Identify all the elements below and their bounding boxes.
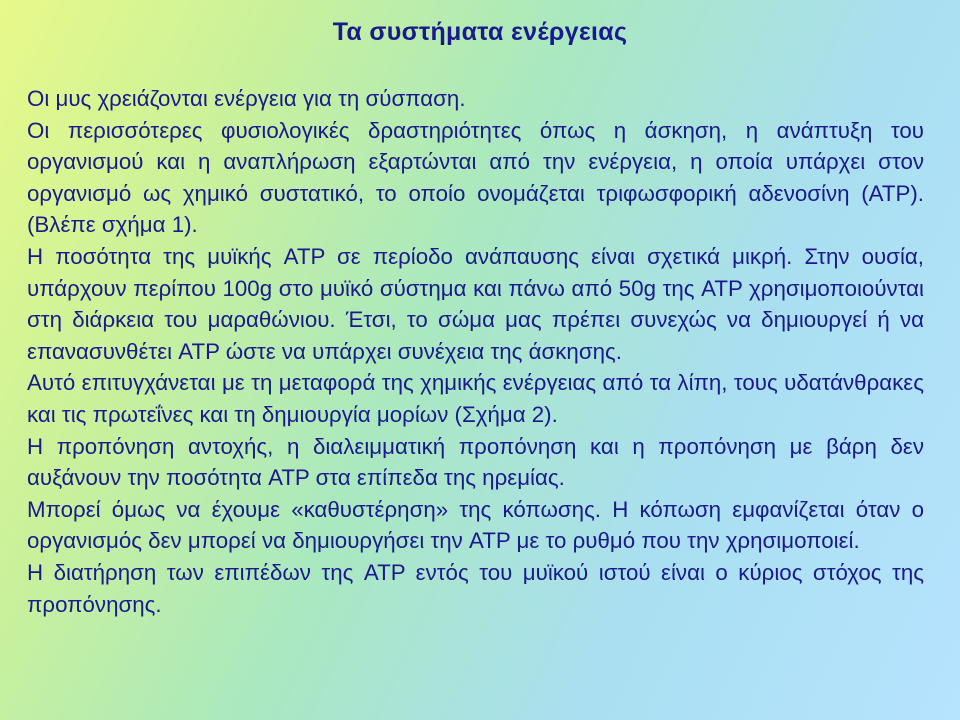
paragraph-muscle-energy: Οι μυς χρειάζονται ενέργεια για τη σύσπαση.: [27, 86, 466, 111]
paragraph-fatigue: Μπορεί όμως να έχουμε «καθυστέρηση» της κόπωσης. Η κόπωση εμφανίζεται όταν ο οργανισμός δεν μπορεί να δημιουργήσει την ATP με το ρυθμό που την χρησιμοποιεί.: [27, 496, 924, 554]
paragraph-training-goal: Η διατήρηση των επιπέδων της ATP εντός του μυϊκού ιστού είναι ο κύριος στόχος της προπόνησης.: [27, 559, 924, 617]
slide-title: Τα συστήματα ενέργειας: [332, 18, 628, 46]
paragraph-training-effect: Η προπόνηση αντοχής, η διαλειμματική προπόνηση και η προπόνηση με βάρη δεν αυξάνουν την ποσότητα ATP στα επίπεδα της ηρεμίας.: [27, 433, 924, 491]
paragraph-atp-definition: Οι περισσότερες φυσιολογικές δραστηριότητες όπως η άσκηση, η ανάπτυξη του οργανισμού και η αναπλήρωση εξαρτώνται από την ενέργεια, η οποία υπάρχει στον οργανισμό ως χημικό συστατικό, το οποίο ονομάζεται τριφωσφορική αδενοσίνη (ATP). (Βλέπε σχήμα 1).: [27, 117, 924, 238]
paragraph-energy-transfer: Αυτό επιτυγχάνεται με τη μεταφορά της χημικής ενέργειας από τα λίπη, τους υδατάνθρακες και τις πρωτεΐνες και τη δημιουργία μορίων (Σχήμα 2).: [27, 370, 924, 427]
slide-body: [27, 83, 924, 620]
paragraph-atp-quantity: Η ποσότητα της μυϊκής ATP σε περίοδο ανάπαυσης είναι σχετικά μικρή. Στην ουσία, υπάρχουν περίπου 100g στο μυϊκό σύστημα και πάνω από 50g της ATP χρησιμοποιούνται στη διάρκεια του μαραθώνιου. Έτσι, το σώμα μας πρέπει συνεχώς να δημιουργεί ή να επανασυνθέτει ATP ώστε να υπάρχει συνέχεια της άσκησης.: [27, 243, 924, 364]
